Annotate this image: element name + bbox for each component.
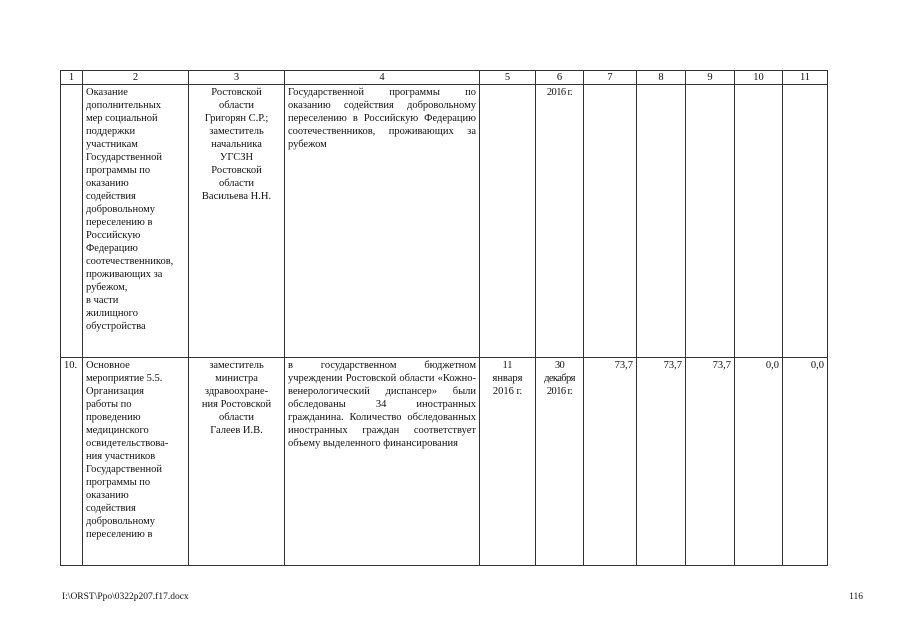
responsible-cell: заместитель министра здравоохране- ния Ростовской области Галеев И.В.	[189, 358, 285, 566]
table-row	[61, 358, 828, 566]
report-table	[60, 70, 828, 566]
column-header: 2	[83, 71, 189, 85]
value-cell: 73,7	[584, 358, 637, 566]
column-header: 3	[189, 71, 285, 85]
column-header: 1	[61, 71, 83, 85]
file-path: I:\ORST\Ppo\0322p207.f17.docx	[62, 592, 189, 602]
responsible-cell: Ростовской области Григорян С.Р.; заместитель начальника УГСЗН Ростовской области Васильева Н.Н.	[189, 85, 285, 358]
value-cell	[735, 85, 783, 358]
column-header: 5	[480, 71, 536, 85]
column-header: 9	[686, 71, 735, 85]
start-date-cell: 11 января 2016 г.	[480, 358, 536, 566]
row-number-cell	[61, 85, 83, 358]
value-cell	[637, 85, 686, 358]
row-number-cell: 10.	[61, 358, 83, 566]
end-date-cell: 2016 г.	[536, 85, 584, 358]
event-name-cell: Основное мероприятие 5.5. Организация работы по проведению медицинского освидетельствова- ния участников Государственной программы по оказанию содействия добровольному переселению в	[83, 358, 189, 566]
value-cell	[783, 85, 828, 358]
value-cell: 0,0	[735, 358, 783, 566]
value-cell: 73,7	[637, 358, 686, 566]
header-row	[61, 71, 828, 85]
result-cell: Государственной программы по оказанию содействия добровольному переселению в Российскую Федерацию соотечественников, проживающих за рубежом	[285, 85, 480, 358]
column-header: 11	[783, 71, 828, 85]
column-header: 7	[584, 71, 637, 85]
page-number: 116	[849, 592, 863, 602]
start-date-cell	[480, 85, 536, 358]
column-header: 6	[536, 71, 584, 85]
event-name-cell: Оказание дополнительных мер социальной поддержки участникам Государственной программы по оказанию содействия добровольному переселению в Российскую Федерацию соотечественников, проживающих за рубежом, в части жилищного обустройства	[83, 85, 189, 358]
value-cell: 73,7	[686, 358, 735, 566]
table-row	[61, 85, 828, 358]
value-cell	[686, 85, 735, 358]
value-cell	[584, 85, 637, 358]
result-cell: в государственном бюджетном учреждении Ростовской области «Кожно-венерологический диспансер» были обследованы 34 иностранных гражданина. Количество обследованных иностранных граждан соответствует объему выделенного финансирования	[285, 358, 480, 566]
column-header: 4	[285, 71, 480, 85]
column-header: 8	[637, 71, 686, 85]
column-header: 10	[735, 71, 783, 85]
value-cell: 0,0	[783, 358, 828, 566]
end-date-cell: 30 декабря 2016 г.	[536, 358, 584, 566]
